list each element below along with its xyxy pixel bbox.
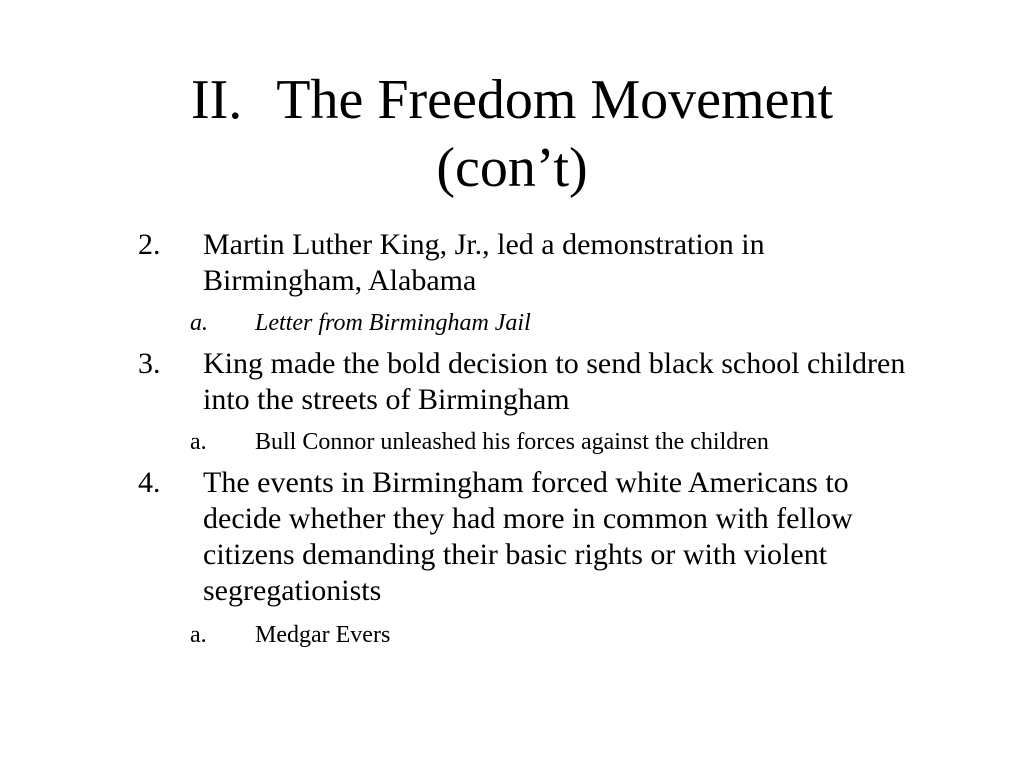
sub-item-text: Letter from Birmingham Jail bbox=[255, 310, 531, 336]
list-item-text: Martin Luther King, Jr., led a demonstration in Birmingham, Alabama bbox=[203, 228, 765, 297]
list-marker: 4. bbox=[138, 466, 161, 499]
list-marker: 2. bbox=[138, 228, 161, 261]
sub-item-text: Medgar Evers bbox=[255, 622, 391, 648]
sub-item-3a bbox=[190, 427, 910, 457]
list-item-text: The events in Birmingham forced white Americans to decide whether they had more in common with fellow citizens demanding their basic rights or with violent segregationists bbox=[203, 466, 853, 607]
title-number: II. bbox=[190, 69, 243, 131]
sub-item-text: Bull Connor unleashed his forces against the children bbox=[255, 429, 769, 455]
title-text: The Freedom Movement bbox=[276, 69, 834, 131]
list-item-3 bbox=[138, 346, 928, 418]
sub-item-2a bbox=[190, 308, 910, 338]
sub-marker: a. bbox=[190, 622, 207, 648]
list-item-4 bbox=[138, 465, 928, 609]
list-item-2 bbox=[138, 227, 928, 299]
sub-marker: a. bbox=[190, 429, 207, 455]
list-item-text: King made the bold decision to send black school children into the streets of Birmingham bbox=[203, 347, 906, 416]
list-marker: 3. bbox=[138, 347, 161, 380]
sub-marker: a. bbox=[190, 310, 208, 336]
sub-item-4a bbox=[190, 620, 910, 650]
title-line-2: (con’t) bbox=[436, 137, 588, 199]
